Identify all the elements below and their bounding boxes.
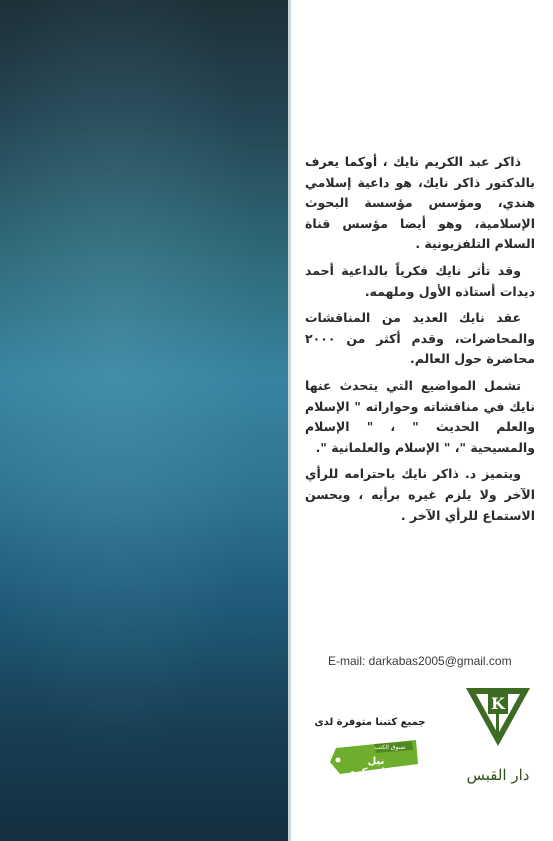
store-tag-label: نيل وفرات.كوم	[348, 756, 404, 778]
store-tag-small-text: تسوق الكتب	[374, 744, 406, 751]
publisher-name: دار القبس	[466, 766, 530, 784]
back-cover-blurb	[305, 152, 535, 532]
publisher-logo-letter: K	[491, 694, 505, 713]
publisher-email: E-mail: darkabas2005@gmail.com	[328, 654, 512, 668]
blurb-paragraph-3: عقد نايك العديد من المناقشات والمحاضرات، وقدم أكثر من ٢٠٠٠ محاضرة حول العالم.	[305, 310, 535, 367]
blurb-paragraph-5: ويتميز د. ذاكر نايك باحترامه للرأي الآخر ولا يلزم غيره برأيه ، ويحسن الاستماع للرأي الآخر .	[305, 466, 535, 523]
publisher-logo	[462, 680, 534, 800]
blurb-paragraph-4: تشمل المواضيع التي يتحدث عنها نايك في مناقشاته وحواراته " الإسلام والعلم الحديث " ، " الإسلام والمسيحية "، " الإسلام والعلمانية ".	[305, 377, 535, 455]
availability-note: جميع كتبنا متوفرة لدى	[314, 717, 426, 728]
blurb-paragraph-2: وقد تأثر نايك فكرياً بالداعية أحمد ديدات أستاذه الأول وملهمه.	[305, 262, 535, 299]
blurb-paragraph-1: ذاكر عبد الكريم نايك ، أوكما يعرف بالدكتور ذاكر نايك، هو داعية إسلامي هندي، ومؤسس مؤسسة البحوث الإسلامية، وهو أيضا مؤسس قناة السلام التلفزيونية .	[305, 154, 535, 252]
